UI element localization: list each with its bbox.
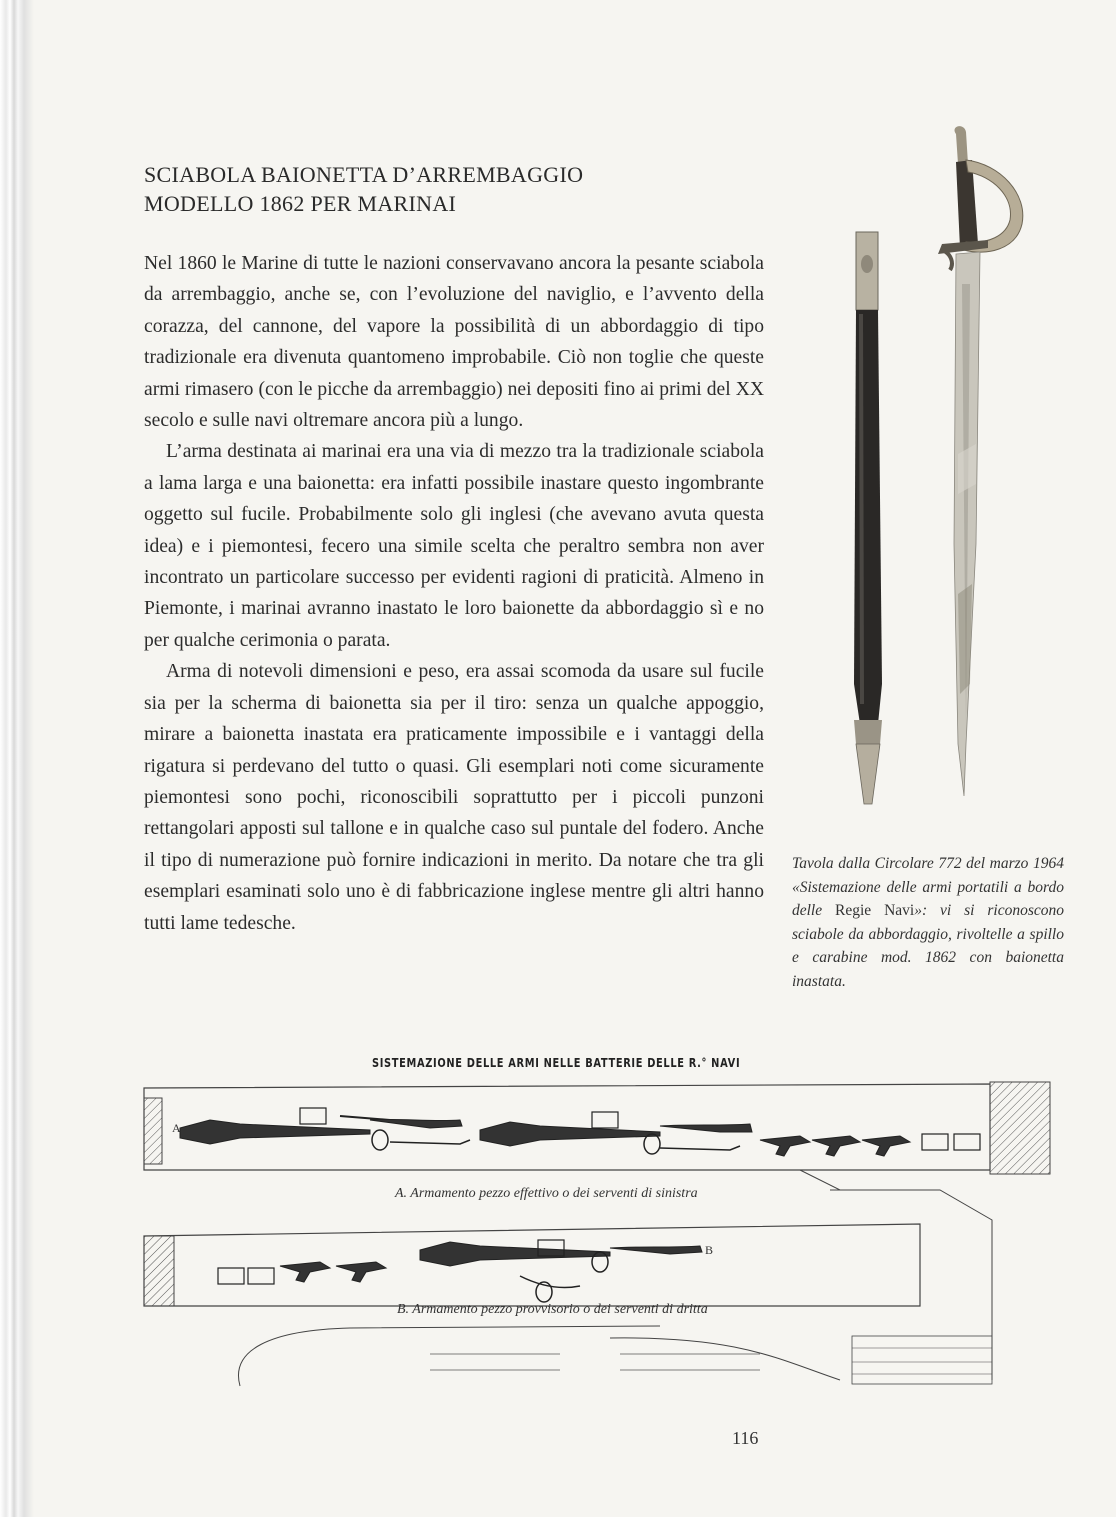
plan-caption-b: B. Armamento pezzo provvisorio o dei serventi di dritta bbox=[397, 1302, 708, 1317]
row-b-weapons bbox=[218, 1240, 702, 1302]
paragraph: Arma di notevoli dimensioni e peso, era assai scomoda da usare sul fucile sia per la scherma di baionetta sia per il tiro: senza un qualche appoggio, mirare a baionetta inastata era praticamente impossibile e i vantaggi della rigatura si perdevano del tutto o quasi. Gli esemplari noti come sicuramente piemontesi sono pochi, riconoscibili soprattutto per i piccoli punzoni rettangolari apposti sul tallone e in qualche caso sul puntale del fodero. Anche il tipo di numerazione può fornire indicazioni in merito. Da notare che tra gli esemplari esaminati solo uno è di fabbricazione inglese mentre gli altri hanno tutti lame tedesche. bbox=[144, 661, 764, 934]
caption-upright-text: Regie Navi bbox=[835, 902, 915, 919]
plan-title: SISTEMAZIONE DELLE ARMI NELLE BATTERIE DELLE R.° NAVI bbox=[372, 1056, 741, 1070]
figure-caption bbox=[792, 852, 1064, 993]
body-text bbox=[144, 248, 764, 939]
paragraph: L’arma destinata ai marinai era una via di mezzo tra la tradizionale sciabola a lama larga e una baionetta: era infatti possibile inastare questo ingombrante oggetto sul fucile. Probabilmente solo gli inglesi (che avevano avuta questa idea) e i piemontesi, fecero una simile scelta che peraltro sembra non aver incontrato un particolare successo per evidenti ragioni di praticità. Almeno in Piemonte, i marinai avranno inastato le loro baionette da abbordaggio sì e no per qualche cerimonia o parata. bbox=[144, 441, 764, 651]
row-a-weapons bbox=[180, 1108, 980, 1156]
weapons-arrangement-drawing bbox=[140, 1080, 1052, 1390]
binding-gutter bbox=[0, 0, 34, 1517]
plan-caption-a: A. Armamento pezzo effettivo o dei serventi di sinistra bbox=[395, 1186, 698, 1201]
title-line-1: SCIABOLA BAIONETTA D’ARREMBAGGIO bbox=[144, 162, 584, 187]
scale-notes bbox=[430, 1354, 760, 1370]
scabbard bbox=[854, 232, 882, 804]
caption-text: Tavola dalla Circolare 772 del marzo 1964 «Sistemazione delle armi portatili a bordo delle bbox=[792, 855, 1064, 919]
title-line-2: MODELLO 1862 PER MARINAI bbox=[144, 191, 457, 216]
paragraph: Nel 1860 le Marine di tutte le nazioni conservavano ancora la pesante sciabola da arrembaggio, anche se, con l’evoluzione del naviglio, e l’avvento della corazza, del cannone, del vapore la possibilità di un abbordaggio di tipo tradizionale era divenuta quantomeno improbabile. Ciò non toglie che queste armi rimasero (con le picche da arrembaggio) nei depositi fino ai primi del XX secolo e sulle navi oltremare ancora più a lungo. bbox=[144, 253, 764, 432]
sabre bbox=[938, 126, 1023, 796]
caption-text-end: »: vi si riconoscono sciabole da abbordaggio, rivoltelle a spillo e carabine mod. 1862 con baionetta inastata. bbox=[792, 902, 1064, 990]
row-a-label: A bbox=[172, 1121, 181, 1135]
legend-box bbox=[852, 1336, 992, 1384]
page-number: 116 bbox=[732, 1428, 759, 1448]
page-title bbox=[144, 160, 704, 218]
sword-photo bbox=[838, 124, 1038, 824]
row-b-label: B bbox=[705, 1243, 714, 1257]
